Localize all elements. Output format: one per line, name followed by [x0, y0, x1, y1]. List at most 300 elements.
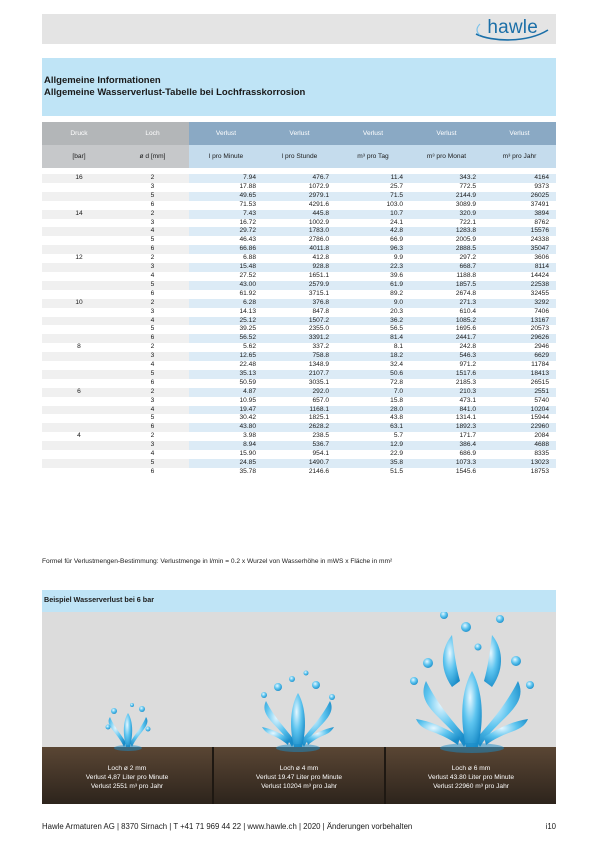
table-cell: 1314.1: [410, 414, 483, 423]
table-cell: 24.85: [189, 459, 263, 468]
table-cell: 10.7: [336, 210, 410, 219]
table-cell: 5: [116, 325, 189, 334]
table-cell: 50.6: [336, 370, 410, 379]
table-cell: 2786.0: [263, 236, 336, 245]
table-cell: 25.12: [189, 317, 263, 326]
table-cell: [42, 325, 116, 334]
table-cell: 3606: [483, 254, 556, 263]
table-cell: 5: [116, 192, 189, 201]
panel-loss-minute: Verlust 19.47 Liter pro Minute: [255, 774, 343, 781]
table-cell: 2946: [483, 343, 556, 352]
table-cell: 386.4: [410, 441, 483, 450]
table-cell: 17.88: [189, 183, 263, 192]
table-cell: [42, 414, 116, 423]
table-cell: 8: [42, 343, 116, 352]
table-cell: 376.8: [263, 299, 336, 308]
header-verlust-minute: Verlust: [189, 122, 263, 145]
table-cell: [42, 450, 116, 459]
table-cell: 22.48: [189, 361, 263, 370]
logo-text: hawle: [487, 17, 538, 38]
table-cell: [42, 423, 116, 432]
table-cell: 29.72: [189, 227, 263, 236]
table-cell: 2084: [483, 432, 556, 441]
table-cell: 24338: [483, 236, 556, 245]
unit-stunde: l pro Stunde: [263, 145, 336, 168]
table-row: [42, 236, 556, 245]
table-cell: 16.72: [189, 219, 263, 228]
table-row: [42, 290, 556, 299]
table-cell: 43.80: [189, 423, 263, 432]
table-cell: 15.90: [189, 450, 263, 459]
table-cell: 6.88: [189, 254, 263, 263]
table-cell: 14424: [483, 272, 556, 281]
table-cell: 2628.2: [263, 423, 336, 432]
unit-loch: ø d [mm]: [116, 145, 189, 168]
table-cell: 2888.5: [410, 245, 483, 254]
table-cell: 51.5: [336, 468, 410, 477]
table-row: [42, 423, 556, 432]
table-cell: 1695.6: [410, 325, 483, 334]
table-cell: 3089.9: [410, 201, 483, 210]
table-cell: 39.25: [189, 325, 263, 334]
table-cell: 1857.5: [410, 281, 483, 290]
table-cell: 63.1: [336, 423, 410, 432]
header-verlust-tag: Verlust: [336, 122, 410, 145]
table-row: [42, 406, 556, 415]
table-cell: 32.4: [336, 361, 410, 370]
table-cell: 4011.8: [263, 245, 336, 254]
table-cell: 5: [116, 281, 189, 290]
table-cell: 11784: [483, 361, 556, 370]
table-cell: 37491: [483, 201, 556, 210]
hawle-logo: [472, 16, 552, 42]
table-cell: 722.1: [410, 219, 483, 228]
table-cell: 1168.1: [263, 406, 336, 415]
table-cell: 5: [116, 370, 189, 379]
table-cell: 546.3: [410, 352, 483, 361]
table-cell: 13023: [483, 459, 556, 468]
table-cell: 2579.9: [263, 281, 336, 290]
table-header-row: [42, 122, 556, 145]
table-cell: 1072.9: [263, 183, 336, 192]
table-cell: 7.43: [189, 210, 263, 219]
table-cell: 26025: [483, 192, 556, 201]
table-cell: 1073.3: [410, 459, 483, 468]
table-cell: 536.7: [263, 441, 336, 450]
panel-hole-label: Loch ø 4 mm: [279, 765, 319, 772]
table-cell: 412.8: [263, 254, 336, 263]
table-cell: 13167: [483, 317, 556, 326]
table-cell: 5: [116, 414, 189, 423]
table-cell: 81.4: [336, 334, 410, 343]
table-cell: 20573: [483, 325, 556, 334]
table-cell: 610.4: [410, 308, 483, 317]
table-cell: 5: [116, 236, 189, 245]
table-cell: 7406: [483, 308, 556, 317]
table-cell: 4: [116, 361, 189, 370]
panel-loss-year: Verlust 2551 m³ pro Jahr: [90, 783, 164, 790]
unit-druck: [bar]: [42, 145, 116, 168]
table-cell: 35047: [483, 245, 556, 254]
table-cell: 1002.9: [263, 219, 336, 228]
table-row: [42, 325, 556, 334]
table-cell: 9373: [483, 183, 556, 192]
table-cell: [42, 245, 116, 254]
table-row: [42, 174, 556, 183]
panel-loss-year: Verlust 10204 m³ pro Jahr: [261, 783, 337, 790]
table-cell: 49.65: [189, 192, 263, 201]
fountain-small-icon: [106, 703, 151, 751]
table-cell: [42, 406, 116, 415]
table-cell: 19.47: [189, 406, 263, 415]
table-cell: 16: [42, 174, 116, 183]
table-cell: 2979.1: [263, 192, 336, 201]
table-cell: 445.8: [263, 210, 336, 219]
table-cell: 2355.0: [263, 325, 336, 334]
table-cell: 10: [42, 299, 116, 308]
example-header: [42, 590, 556, 612]
section-subtitle: Allgemeine Wasserverlust-Tabelle bei Lochfrasskorrosion: [44, 87, 306, 98]
table-cell: 8762: [483, 219, 556, 228]
table-cell: 6: [116, 334, 189, 343]
table-cell: [42, 441, 116, 450]
table-cell: 1825.1: [263, 414, 336, 423]
table-cell: 6: [116, 423, 189, 432]
table-cell: [42, 352, 116, 361]
table-row: [42, 317, 556, 326]
panel-hole-label: Loch ø 6 mm: [451, 765, 491, 772]
table-cell: 668.7: [410, 263, 483, 272]
table-cell: 18.2: [336, 352, 410, 361]
table-cell: 2551: [483, 388, 556, 397]
table-row: [42, 219, 556, 228]
table-cell: 9.9: [336, 254, 410, 263]
table-cell: [42, 272, 116, 281]
table-cell: 50.59: [189, 379, 263, 388]
table-cell: 12: [42, 254, 116, 263]
table-cell: 103.0: [336, 201, 410, 210]
table-cell: 476.7: [263, 174, 336, 183]
table-cell: 3035.1: [263, 379, 336, 388]
table-row: [42, 192, 556, 201]
table-cell: 3.98: [189, 432, 263, 441]
table-cell: 3: [116, 263, 189, 272]
table-body: [42, 174, 556, 477]
header-verlust-stunde: Verlust: [263, 122, 336, 145]
table-cell: 15944: [483, 414, 556, 423]
table-cell: 26515: [483, 379, 556, 388]
table-cell: 9.0: [336, 299, 410, 308]
table-cell: 18413: [483, 370, 556, 379]
table-cell: 12.65: [189, 352, 263, 361]
table-row: [42, 334, 556, 343]
table-cell: 22538: [483, 281, 556, 290]
table-cell: 4: [116, 227, 189, 236]
table-cell: 1085.2: [410, 317, 483, 326]
info-box: [42, 58, 556, 116]
table-cell: 4291.6: [263, 201, 336, 210]
example-panel-2mm: [42, 747, 212, 804]
panel-loss-minute: Verlust 43.80 Liter pro Minute: [427, 774, 515, 781]
table-cell: 61.9: [336, 281, 410, 290]
table-cell: 6: [116, 245, 189, 254]
table-cell: 14.13: [189, 308, 263, 317]
table-cell: 43.00: [189, 281, 263, 290]
table-cell: 2005.9: [410, 236, 483, 245]
fountain-medium-icon: [261, 671, 335, 753]
table-cell: 297.2: [410, 254, 483, 263]
table-cell: 4: [116, 406, 189, 415]
table-cell: 72.8: [336, 379, 410, 388]
table-cell: 2: [116, 174, 189, 183]
table-cell: 32455: [483, 290, 556, 299]
table-cell: 686.9: [410, 450, 483, 459]
table-row: [42, 432, 556, 441]
table-cell: 10.95: [189, 397, 263, 406]
table-cell: [42, 361, 116, 370]
table-cell: 1188.8: [410, 272, 483, 281]
table-cell: 35.13: [189, 370, 263, 379]
footer-text: Hawle Armaturen AG | 8370 Sirnach | T +41 71 969 44 22 | www.hawle.ch | 2020 | Änderungen vorbehalten: [42, 822, 413, 831]
table-cell: 2146.6: [263, 468, 336, 477]
table-cell: 71.53: [189, 201, 263, 210]
table-cell: 6: [116, 468, 189, 477]
table-cell: 6: [116, 201, 189, 210]
table-row: [42, 245, 556, 254]
table-cell: 6629: [483, 352, 556, 361]
unit-monat: m³ pro Monat: [410, 145, 483, 168]
table-cell: 27.52: [189, 272, 263, 281]
table-cell: 36.2: [336, 317, 410, 326]
table-cell: 772.5: [410, 183, 483, 192]
table-cell: 22.9: [336, 450, 410, 459]
example-panel-4mm: [214, 747, 384, 804]
table-row: [42, 459, 556, 468]
panel-hole-label: Loch ø 2 mm: [107, 765, 147, 772]
table-cell: 30.42: [189, 414, 263, 423]
table-cell: 1348.9: [263, 361, 336, 370]
table-cell: 28.0: [336, 406, 410, 415]
table-row: [42, 352, 556, 361]
table-cell: 6.28: [189, 299, 263, 308]
table-cell: 2185.3: [410, 379, 483, 388]
table-cell: [42, 236, 116, 245]
table-cell: 66.9: [336, 236, 410, 245]
table-cell: 6: [42, 388, 116, 397]
table-cell: [42, 290, 116, 299]
table-cell: 4688: [483, 441, 556, 450]
table-cell: 8335: [483, 450, 556, 459]
top-bar: [42, 14, 556, 44]
table-cell: 71.5: [336, 192, 410, 201]
table-row: [42, 343, 556, 352]
table-cell: 3: [116, 441, 189, 450]
table-cell: [42, 459, 116, 468]
table-row: [42, 227, 556, 236]
table-row: [42, 281, 556, 290]
panel-loss-minute: Verlust 4,87 Liter pro Minute: [85, 774, 169, 781]
table-cell: 24.1: [336, 219, 410, 228]
table-cell: 4.87: [189, 388, 263, 397]
table-cell: 15.8: [336, 397, 410, 406]
table-row: [42, 272, 556, 281]
table-cell: 11.4: [336, 174, 410, 183]
table-cell: [42, 281, 116, 290]
table-row: [42, 379, 556, 388]
table-cell: 2674.8: [410, 290, 483, 299]
table-row: [42, 414, 556, 423]
table-cell: 20.3: [336, 308, 410, 317]
table-cell: 22960: [483, 423, 556, 432]
table-cell: 242.8: [410, 343, 483, 352]
header-loch: Loch: [116, 122, 189, 145]
table-cell: 6: [116, 290, 189, 299]
table-cell: 1490.7: [263, 459, 336, 468]
table-cell: 8.1: [336, 343, 410, 352]
table-cell: 657.0: [263, 397, 336, 406]
table-cell: 3: [116, 183, 189, 192]
table-cell: 39.6: [336, 272, 410, 281]
example-panel-6mm: [386, 747, 556, 804]
table-cell: [42, 379, 116, 388]
table-cell: 10204: [483, 406, 556, 415]
table-cell: 5.62: [189, 343, 263, 352]
water-loss-table: [42, 122, 556, 477]
table-cell: 4: [42, 432, 116, 441]
table-cell: 2: [116, 432, 189, 441]
table-cell: [42, 201, 116, 210]
table-row: [42, 397, 556, 406]
header-verlust-jahr: Verlust: [483, 122, 556, 145]
table-cell: 1517.6: [410, 370, 483, 379]
table-cell: 3: [116, 352, 189, 361]
table-row: [42, 308, 556, 317]
table-cell: 4164: [483, 174, 556, 183]
table-cell: 35.78: [189, 468, 263, 477]
table-cell: [42, 183, 116, 192]
formula-note: Formel für Verlustmengen-Bestimmung: Verlustmenge in l/min = 0.2 x Wurzel von Wasserhöhe in mWS x Fläche in mm²: [42, 558, 393, 565]
table-cell: 171.7: [410, 432, 483, 441]
table-row: [42, 441, 556, 450]
table-cell: [42, 468, 116, 477]
table-cell: 928.8: [263, 263, 336, 272]
table-cell: 343.2: [410, 174, 483, 183]
section-title: Allgemeine Informationen: [44, 75, 161, 86]
table-cell: 954.1: [263, 450, 336, 459]
table-cell: 2: [116, 343, 189, 352]
table-cell: 4: [116, 272, 189, 281]
table-cell: 3894: [483, 210, 556, 219]
unit-jahr: m³ pro Jahr: [483, 145, 556, 168]
table-cell: 1783.0: [263, 227, 336, 236]
table-cell: 42.8: [336, 227, 410, 236]
table-cell: 89.2: [336, 290, 410, 299]
table-cell: 473.1: [410, 397, 483, 406]
table-cell: 2: [116, 254, 189, 263]
table-row: [42, 183, 556, 192]
table-cell: 12.9: [336, 441, 410, 450]
table-cell: 2107.7: [263, 370, 336, 379]
table-cell: 1545.6: [410, 468, 483, 477]
table-cell: [42, 334, 116, 343]
table-cell: [42, 219, 116, 228]
table-row: [42, 254, 556, 263]
table-cell: 15.48: [189, 263, 263, 272]
table-cell: 8114: [483, 263, 556, 272]
page-number: i10: [545, 822, 556, 831]
table-row: [42, 361, 556, 370]
table-cell: 847.8: [263, 308, 336, 317]
table-cell: [42, 263, 116, 272]
table-cell: 5: [116, 459, 189, 468]
example-title: Beispiel Wasserverlust bei 6 bar: [44, 595, 154, 604]
table-cell: 3391.2: [263, 334, 336, 343]
table-cell: [42, 397, 116, 406]
table-cell: 210.3: [410, 388, 483, 397]
table-cell: 5740: [483, 397, 556, 406]
table-cell: 1283.8: [410, 227, 483, 236]
table-cell: 8.94: [189, 441, 263, 450]
table-cell: 1651.1: [263, 272, 336, 281]
table-cell: 1892.3: [410, 423, 483, 432]
panel-loss-year: Verlust 22960 m³ pro Jahr: [433, 783, 509, 790]
table-row: [42, 299, 556, 308]
table-cell: 971.2: [410, 361, 483, 370]
table-cell: 66.86: [189, 245, 263, 254]
table-cell: 46.43: [189, 236, 263, 245]
table-row: [42, 468, 556, 477]
table-cell: 7.0: [336, 388, 410, 397]
table-cell: [42, 192, 116, 201]
table-cell: 758.8: [263, 352, 336, 361]
table-cell: 4: [116, 450, 189, 459]
table-cell: 271.3: [410, 299, 483, 308]
table-cell: 56.52: [189, 334, 263, 343]
table-cell: 292.0: [263, 388, 336, 397]
table-cell: 4: [116, 317, 189, 326]
table-cell: 43.8: [336, 414, 410, 423]
table-cell: 25.7: [336, 183, 410, 192]
table-cell: [42, 227, 116, 236]
table-cell: 7.94: [189, 174, 263, 183]
header-druck: Druck: [42, 122, 116, 145]
table-cell: 5.7: [336, 432, 410, 441]
table-row: [42, 210, 556, 219]
table-cell: 1507.2: [263, 317, 336, 326]
table-row: [42, 388, 556, 397]
table-cell: 3715.1: [263, 290, 336, 299]
table-cell: [42, 317, 116, 326]
header-verlust-monat: Verlust: [410, 122, 483, 145]
table-cell: 238.5: [263, 432, 336, 441]
table-cell: 2441.7: [410, 334, 483, 343]
table-cell: 3: [116, 308, 189, 317]
unit-tag: m³ pro Tag: [336, 145, 410, 168]
table-cell: 29626: [483, 334, 556, 343]
fountain-large-icon: [410, 612, 534, 753]
table-cell: 3: [116, 397, 189, 406]
table-cell: 22.3: [336, 263, 410, 272]
table-cell: 18753: [483, 468, 556, 477]
table-cell: 2: [116, 210, 189, 219]
table-cell: 61.92: [189, 290, 263, 299]
table-cell: 15576: [483, 227, 556, 236]
table-cell: 2: [116, 299, 189, 308]
table-cell: [42, 308, 116, 317]
table-row: [42, 370, 556, 379]
table-units-row: [42, 145, 556, 168]
table-cell: 56.5: [336, 325, 410, 334]
